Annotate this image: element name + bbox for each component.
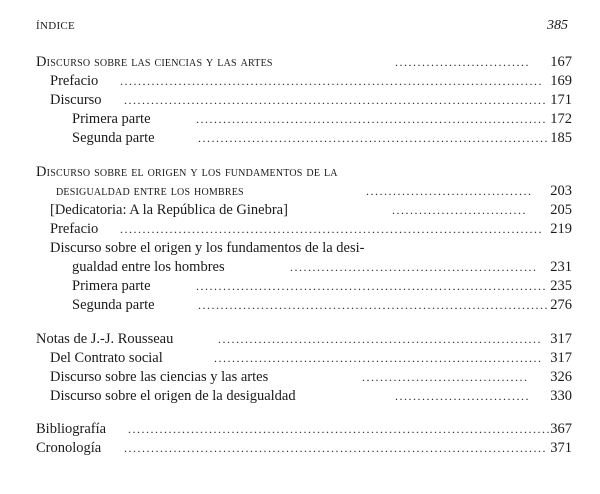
leader-dots: ..............................................................................	[196, 112, 547, 126]
toc-entry-title: Prefacio	[50, 73, 99, 89]
page-number: 385	[547, 18, 568, 33]
toc-entry-title: Discurso sobre el origen y los fundamentos de la	[36, 164, 338, 180]
toc-entry	[0, 53, 572, 72]
leader-dots: ..............................................................................................	[124, 441, 547, 455]
leader-dots: ..............................................................................................	[128, 422, 551, 436]
toc-entry-title: Prefacio	[50, 221, 99, 237]
toc-entry	[0, 387, 572, 406]
toc-entry-page: 169	[550, 73, 572, 89]
toc-entry-title: Notas de J.-J. Rousseau	[36, 331, 174, 347]
toc-entry-line1	[0, 163, 572, 182]
leader-dots: .......................................................	[290, 260, 538, 274]
toc-entry-page: 367	[550, 421, 572, 437]
leader-dots: ..............................	[392, 203, 527, 217]
toc-entry-page: 185	[550, 130, 572, 146]
leader-dots: ..............................	[395, 389, 530, 403]
leader-dots: ........................................................................	[218, 332, 542, 346]
leader-dots: ..............................................................................................	[124, 93, 547, 107]
leader-dots: .........................................................................	[214, 351, 543, 365]
leader-dots: ..............................................................................................	[120, 222, 543, 236]
toc-entry-title: Discurso sobre el origen y los fundamentos de la desi-	[50, 240, 365, 256]
toc-entry-page: 203	[550, 183, 572, 199]
toc-entry-title: Discurso sobre el origen de la desigualdad	[50, 388, 296, 404]
toc-entry-page: 371	[550, 440, 572, 456]
toc-entry-page: 172	[550, 111, 572, 127]
toc-entry	[0, 201, 572, 220]
toc-entry	[0, 420, 572, 439]
toc-entry-title: Bibliografía	[36, 421, 107, 437]
toc-entry-title: desigualdad entre los hombres	[56, 183, 244, 199]
leader-dots: ..............................	[395, 55, 530, 69]
leader-dots: ..............................................................................	[196, 279, 547, 293]
leader-dots: ..............................................................................	[198, 298, 549, 312]
toc-entry	[0, 220, 572, 239]
leader-dots: ..............................................................................	[198, 131, 549, 145]
toc-entry-title: Discurso	[50, 92, 102, 108]
page-header	[36, 18, 568, 38]
toc-entry	[0, 91, 572, 110]
toc-entry-title: Segunda parte	[72, 130, 155, 146]
toc-entry-page: 231	[550, 259, 572, 275]
toc-entry	[0, 330, 572, 349]
toc-entry-page: 205	[550, 202, 572, 218]
toc-entry	[0, 182, 572, 201]
toc-entry	[0, 129, 572, 148]
toc-entry	[0, 349, 572, 368]
toc-entry-title: Discurso sobre las ciencias y las artes	[50, 369, 269, 385]
toc-entry-title: Segunda parte	[72, 297, 155, 313]
toc-entry-page: 219	[550, 221, 572, 237]
toc-entry-page: 326	[550, 369, 572, 385]
toc-entry-title: Primera parte	[72, 111, 151, 127]
toc-entry-title: Discurso sobre las ciencias y las artes	[36, 54, 273, 70]
toc-entry-line1	[0, 239, 572, 258]
leader-dots: ..............................................................................................	[120, 74, 543, 88]
toc-entry-page: 171	[550, 92, 572, 108]
toc-entry	[0, 258, 572, 277]
toc-entry-page: 317	[550, 331, 572, 347]
section-title: ÍNDICE	[36, 20, 76, 32]
toc-entry-page: 330	[550, 388, 572, 404]
toc-entry-page: 276	[550, 297, 572, 313]
toc-entry	[0, 296, 572, 315]
toc-entry-page: 317	[550, 350, 572, 366]
toc-entry	[0, 72, 572, 91]
toc-entry	[0, 368, 572, 387]
leader-dots: .....................................	[366, 184, 533, 198]
toc-entry	[0, 439, 572, 458]
toc-entry-title: Del Contrato social	[50, 350, 163, 366]
toc-entry-page: 235	[550, 278, 572, 294]
toc-entry	[0, 110, 572, 129]
toc-entry	[0, 277, 572, 296]
toc-entry-title: Primera parte	[72, 278, 151, 294]
toc-entry-title: gualdad entre los hombres	[72, 259, 225, 275]
toc-entry-page: 167	[550, 54, 572, 70]
toc-entry-title: Cronología	[36, 440, 102, 456]
leader-dots: .....................................	[362, 370, 529, 384]
toc-entry-title: [Dedicatoria: A la República de Ginebra]	[50, 202, 288, 218]
